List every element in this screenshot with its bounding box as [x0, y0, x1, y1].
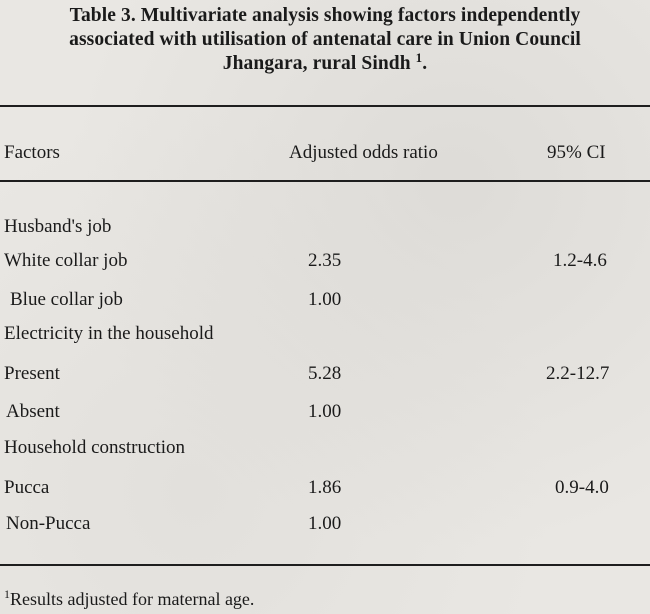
column-header-factors: Factors: [4, 142, 60, 163]
odds-ratio-absent: 1.00: [308, 401, 342, 422]
row-label-absent: Absent: [6, 401, 60, 422]
caption-terminator: .: [422, 53, 428, 74]
table-bottom-rule: [0, 564, 650, 566]
ci-pucca: 0.9-4.0: [555, 477, 609, 498]
row-label-white-collar-job: White collar job: [4, 250, 128, 271]
odds-ratio-pucca: 1.86: [308, 477, 342, 498]
odds-ratio-present: 5.28: [308, 363, 342, 384]
row-label-blue-collar-job: Blue collar job: [10, 289, 123, 310]
odds-ratio-blue-collar-job: 1.00: [308, 289, 342, 310]
row-label-pucca: Pucca: [4, 477, 50, 498]
row-label-present: Present: [4, 363, 60, 384]
ci-white-collar-job: 1.2-4.6: [553, 250, 607, 271]
footnote-marker: 1: [4, 587, 10, 601]
column-header-ci: 95% CI: [547, 142, 606, 163]
row-label-electricity: Electricity in the household: [4, 323, 214, 344]
table-footnote: [4, 588, 254, 610]
caption-footnote-marker: 1: [415, 50, 423, 65]
footnote-text: Results adjusted for maternal age.: [10, 589, 255, 609]
caption-line-2: associated with utilisation of antenatal care in Union Council: [69, 29, 581, 50]
caption-line-3-text: Jhangara, rural Sindh: [222, 53, 411, 74]
odds-ratio-white-collar-job: 2.35: [308, 250, 342, 271]
ci-present: 2.2-12.7: [546, 363, 610, 384]
row-label-non-pucca: Non-Pucca: [6, 513, 91, 534]
caption-line-3: [0, 52, 650, 76]
odds-ratio-non-pucca: 1.00: [308, 513, 342, 534]
row-label-household-construction: Household construction: [4, 437, 186, 458]
column-header-odds-ratio: Adjusted odds ratio: [289, 142, 438, 163]
header-bottom-rule: [0, 180, 650, 182]
header-top-rule: [0, 105, 650, 107]
caption-line-1: Table 3. Multivariate analysis showing factors independently: [69, 5, 581, 26]
row-label-husbands-job: Husband's job: [4, 216, 112, 237]
table-caption: [0, 4, 650, 76]
